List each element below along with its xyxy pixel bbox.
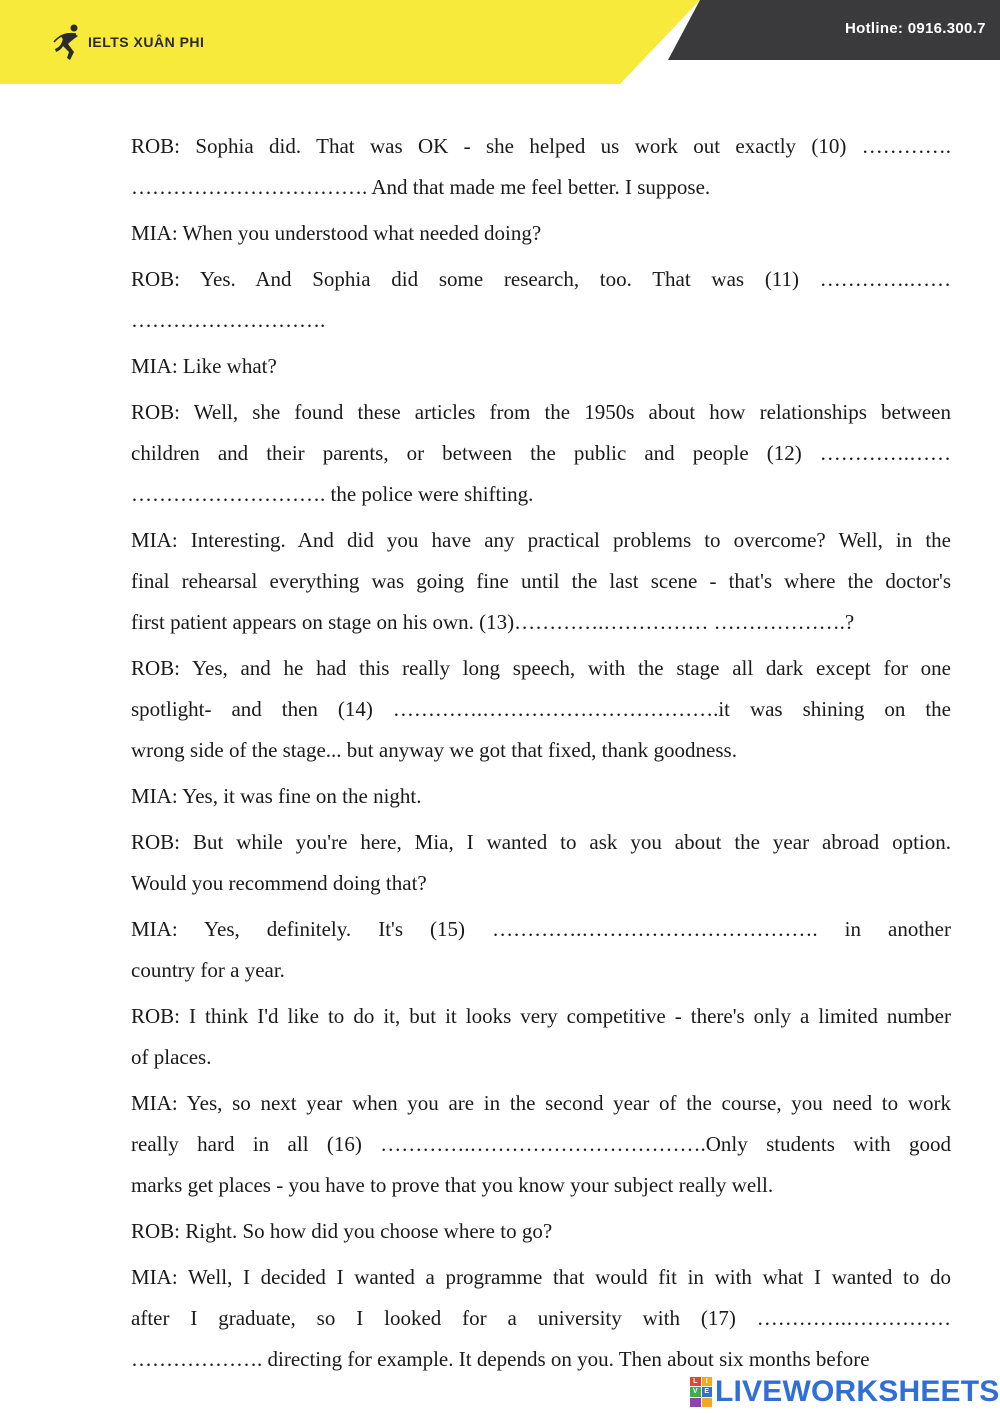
dialogue-paragraph	[131, 520, 951, 643]
liveworksheets-brand	[690, 1376, 1000, 1408]
text-line: MIA: Well, I decided I wanted a programme that would fit in with what I wanted to do	[131, 1265, 951, 1289]
text-line: MIA: Yes, so next year when you are in the second year of the course, you need to work	[131, 1091, 951, 1115]
liveworksheets-logo-icon	[690, 1377, 712, 1407]
text-line: of places.	[131, 1045, 212, 1069]
text-line: MIA: Like what?	[131, 354, 277, 378]
badge-cell: L	[690, 1377, 701, 1386]
runner-icon	[52, 22, 86, 62]
text-line: ………………………. the police were shifting.	[131, 482, 534, 506]
text-line: MIA: Yes, definitely. It's (15) ………….……………………………. in another	[131, 917, 951, 941]
dialogue-text	[131, 126, 951, 1385]
text-line: MIA: Interesting. And did you have any practical problems to overcome? Well, in the	[131, 528, 951, 552]
page-header	[0, 0, 1000, 84]
badge-cell	[702, 1398, 713, 1407]
text-line: ……………………………. And that made me feel better. I suppose.	[131, 175, 711, 199]
text-line: after I graduate, so I looked for a university with (17) ………….……………	[131, 1306, 951, 1330]
brand-name: IELTS XUÂN PHI	[88, 34, 205, 50]
dialogue-paragraph	[131, 259, 951, 341]
text-line: country for a year.	[131, 958, 285, 982]
hotline-text: Hotline: 0916.300.7	[845, 20, 986, 37]
dialogue-paragraph	[131, 346, 951, 387]
dialogue-paragraph	[131, 822, 951, 904]
text-line: children and their parents, or between the public and people (12) ………….……	[131, 441, 951, 465]
text-line: spotlight- and then (14) ………….…………………………….it was shining on the	[131, 697, 951, 721]
dialogue-paragraph	[131, 1211, 951, 1252]
liveworksheets-wordmark: LIVEWORKSHEETS	[715, 1375, 1000, 1408]
text-line: ………………. directing for example. It depends on you. Then about six months before	[131, 1347, 870, 1371]
text-line: ROB: I think I'd like to do it, but it looks very competitive - there's only a limited number	[131, 1004, 951, 1028]
text-line: ……………………….	[131, 308, 326, 332]
text-line: ROB: But while you're here, Mia, I wanted to ask you about the year abroad option.	[131, 830, 951, 854]
text-line: ROB: Right. So how did you choose where to go?	[131, 1219, 553, 1243]
badge-cell: I	[702, 1377, 713, 1386]
dialogue-paragraph	[131, 1083, 951, 1206]
brand-logo	[52, 22, 204, 62]
text-line: ROB: Yes. And Sophia did some research, too. That was (11) ………….……	[131, 267, 951, 291]
text-line: ROB: Yes, and he had this really long speech, with the stage all dark except for one	[131, 656, 951, 680]
badge-cell: E	[702, 1387, 713, 1396]
text-line: MIA: When you understood what needed doing?	[131, 221, 542, 245]
text-line: Would you recommend doing that?	[131, 871, 427, 895]
text-line: first patient appears on stage on his own. (13)………….…………… ……………….?	[131, 610, 855, 634]
dialogue-paragraph	[131, 776, 951, 817]
text-line: wrong side of the stage... but anyway we got that fixed, thank goodness.	[131, 738, 737, 762]
dialogue-paragraph	[131, 126, 951, 208]
text-line: ROB: Sophia did. That was OK - she helped us work out exactly (10) ………….	[131, 134, 951, 158]
text-line: really hard in all (16) ………….…………………………….Only students with good	[131, 1132, 951, 1156]
dialogue-paragraph	[131, 996, 951, 1078]
text-line: final rehearsal everything was going fine until the last scene - that's where the doctor's	[131, 569, 951, 593]
badge-cell: V	[690, 1387, 701, 1396]
badge-cell	[690, 1398, 701, 1407]
text-line: ROB: Well, she found these articles from the 1950s about how relationships between	[131, 400, 951, 424]
dialogue-paragraph	[131, 909, 951, 991]
text-line: marks get places - you have to prove that you know your subject really well.	[131, 1173, 774, 1197]
dialogue-paragraph	[131, 1257, 951, 1380]
dialogue-paragraph	[131, 392, 951, 515]
dialogue-paragraph	[131, 213, 951, 254]
dialogue-paragraph	[131, 648, 951, 771]
text-line: MIA: Yes, it was fine on the night.	[131, 784, 422, 808]
